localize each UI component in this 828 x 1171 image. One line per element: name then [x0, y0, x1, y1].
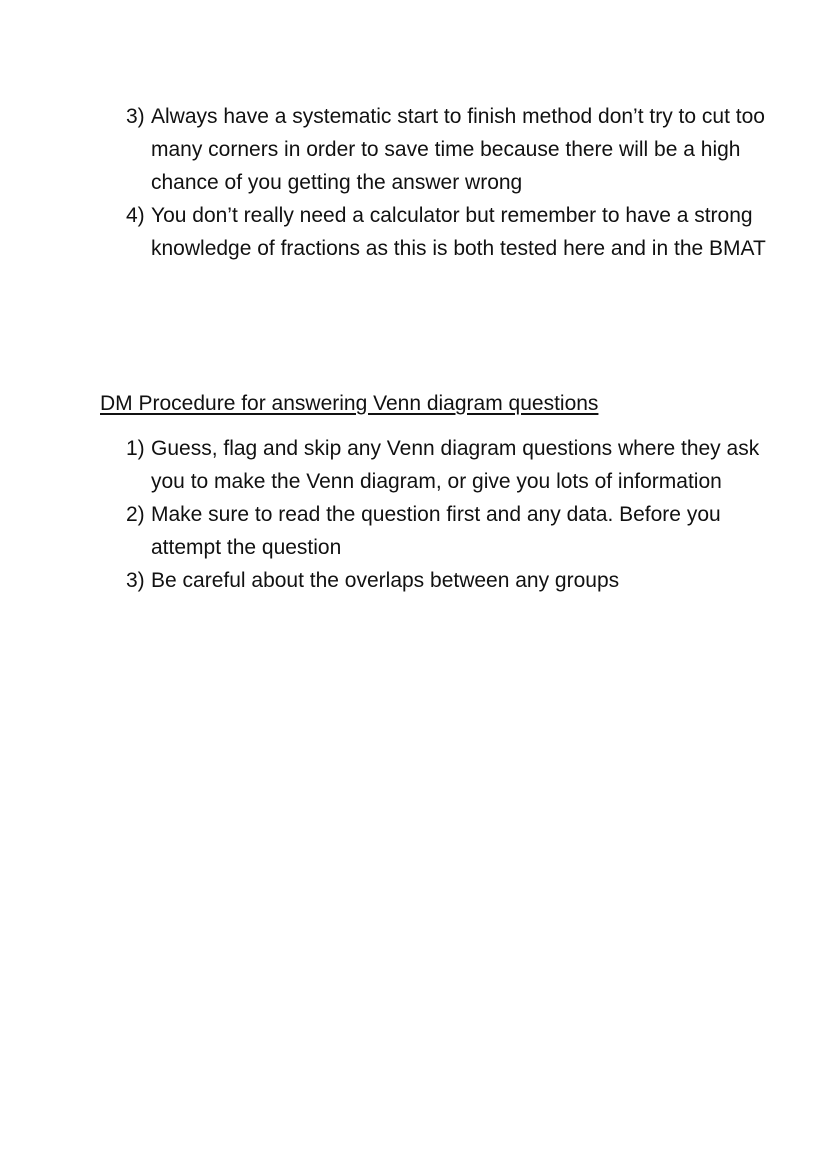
item-text: You don’t really need a calculator but remember to have a strong knowledge of fractions as this is both tested here and in the BMAT [151, 204, 766, 260]
item-number: 3) [126, 569, 145, 592]
tips-list [126, 100, 766, 265]
item-number: 3) [126, 105, 145, 128]
item-text: Always have a systematic start to finish method don’t try to cut too many corners in order to save time because there will be a high chance of you getting the answer wrong [151, 105, 765, 194]
item-number: 1) [126, 437, 145, 460]
section-heading: DM Procedure for answering Venn diagram questions [100, 392, 599, 415]
item-text: Be careful about the overlaps between any groups [151, 569, 620, 592]
item-text: Make sure to read the question first and any data. Before you attempt the question [151, 503, 721, 559]
list-item [126, 432, 766, 498]
item-number: 4) [126, 204, 145, 227]
list-item [126, 199, 766, 265]
item-text: Guess, flag and skip any Venn diagram questions where they ask you to make the Venn diagram, or give you lots of information [151, 437, 760, 493]
list-item [126, 498, 766, 564]
list-item [126, 100, 766, 199]
item-number: 2) [126, 503, 145, 526]
list-item [126, 564, 766, 597]
procedure-list [126, 432, 766, 597]
